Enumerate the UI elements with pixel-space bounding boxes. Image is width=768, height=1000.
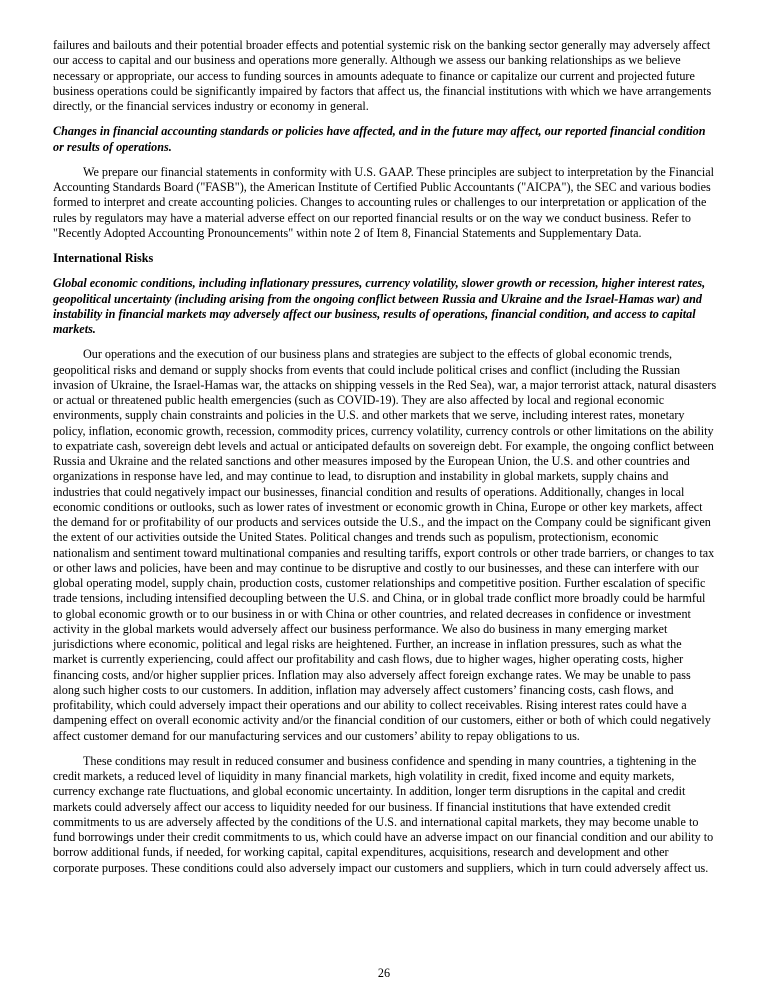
risk-heading-global-economic-conditions: Global economic conditions, including inflationary pressures, currency volatility, slower growth or recession, higher interest rates, geopolitical uncertainty (including arising from the ongoing conflict between Russia and Ukraine and the Israel-Hamas war) and instability in financial markets may adversely affect our business, results of operations, financial condition, and access to capital markets. <box>53 276 706 336</box>
paragraph-gaap: We prepare our financial statements in conformity with U.S. GAAP. These principles are subject to interpretation by the Financial Accounting Standards Board ("FASB"), the American Institute of Certified Public Accountants ("AICPA"), the SEC and various bodies formed to interpret and create accounting policies. Changes to accounting rules or challenges to our interpretation or application of the rules by regulators may have a material adverse effect on our reported financial results or on the way we conduct business. Refer to "Recently Adopted Accounting Pronouncements" within note 2 of Item 8, Financial Statements and Supplementary Data. <box>53 164 714 240</box>
paragraph-market-conditions: These conditions may result in reduced consumer and business confidence and spending in many countries, a tightening in the credit markets, a reduced level of liquidity in many financial markets, high volatility in credit, fixed income and equity markets, currency exchange rate fluctuations, and global economic uncertainty. In addition, longer term disruptions in the capital and credit markets could adversely affect our access to liquidity needed for our business. If financial institutions that have extended credit commitments to us are adversely affected by the conditions of the U.S. and international capital markets, they may become unable to fund borrowings under their credit commitments to us, which could have an adverse impact on our financial condition and our ability to borrow additional funds, if needed, for working capital, capital expenditures, acquisitions, research and development and other corporate purposes. These conditions could also adversely impact our customers and suppliers, which in turn could adversely affect us. <box>53 753 714 875</box>
paragraph-global-trends: Our operations and the execution of our business plans and strategies are subject to the effects of global economic trends, geopolitical risks and demand or supply shocks from events that could include political crises and conflict (including the Russian invasion of Ukraine, the Israel-Hamas war, the attacks on shipping vessels in the Red Sea), war, a major terrorist attack, natural disasters or actual or threatened public health emergencies (such as COVID-19). They are also affected by local and regional economic environments, supply chain constraints and policies in the U.S. and other markets that we serve, including interest rates, monetary policy, inflation, economic growth, recession, commodity prices, currency volatility, currency controls or other limitations on the ability to expatriate cash, sovereign debt levels and actual or anticipated defaults on sovereign debt. For example, the ongoing conflict between Russia and Ukraine and the related sanctions and other measures imposed by the European Union, the U.S. and other countries and organizations in response have led, and may continue to lead, to disruption and instability in global markets, supply chains and industries that could negatively impact our businesses, financial condition and results of operations. Additionally, changes in local economic conditions or outlooks, such as lower rates of investment or economic growth in China, Europe or other key markets, affect the demand for or profitability of our products and services outside the U.S., and the impact on the Company could be significant given the extent of our activities outside the United States. Political changes and trends such as populism, protectionism, economic nationalism and sentiment toward multinational companies and resulting tariffs, export controls or other trade barriers, or changes to tax or other laws and policies, have been and may continue to be disruptive and costly to our businesses, and these can interfere with our global operating model, supply chain, production costs, customer relationships and competitive position. Further escalation of specific trade tensions, including intensified decoupling between the U.S. and China, or in global trade conflict more broadly could be harmful to global economic growth or to our business in or with China or other countries, and related decreases in confidence or investment activity in the global markets would adversely affect our business performance. We also do business in many emerging market jurisdictions where economic, political and legal risks are heightened. Further, an increase in inflation pressures, such as what the market is currently experiencing, could affect our profitability and cash flows, due to higher wages, higher operating costs, higher financing costs, and/or higher supplier prices. Inflation may also adversely affect foreign exchange rates. We may be unable to pass along such higher costs to our customers. In addition, inflation may adversely affect customers’ financing costs, cash flows, and profitability, which could adversely impact their operations and our ability to collect receivables. Rising interest rates could have a dampening effect on overall economic activity and/or the financial condition of our customers, either or both of which could negatively affect customer demand for our manufacturing services and our customers’ ability to repay obligations to us. <box>53 347 717 743</box>
paragraph-banking-failures: failures and bailouts and their potential broader effects and potential systemic risk on the banking sector generally may adversely affect our access to capital and our business and operations more generally. Although we assess our banking relationships as we believe necessary or appropriate, our access to funding sources in amounts adequate to finance or capitalize our current and projected future business operations could be significantly impaired by factors that affect us, the financial institutions with which we have arrangements directly, or the financial services industry or economy in general. <box>53 38 712 113</box>
page-number: 26 <box>377 966 391 980</box>
document-page <box>53 38 717 886</box>
risk-heading-accounting-standards: Changes in financial accounting standards or policies have affected, and in the future may affect, our reported financial condition or results of operations. <box>53 124 706 154</box>
section-heading-international-risks: International Risks <box>53 251 154 265</box>
